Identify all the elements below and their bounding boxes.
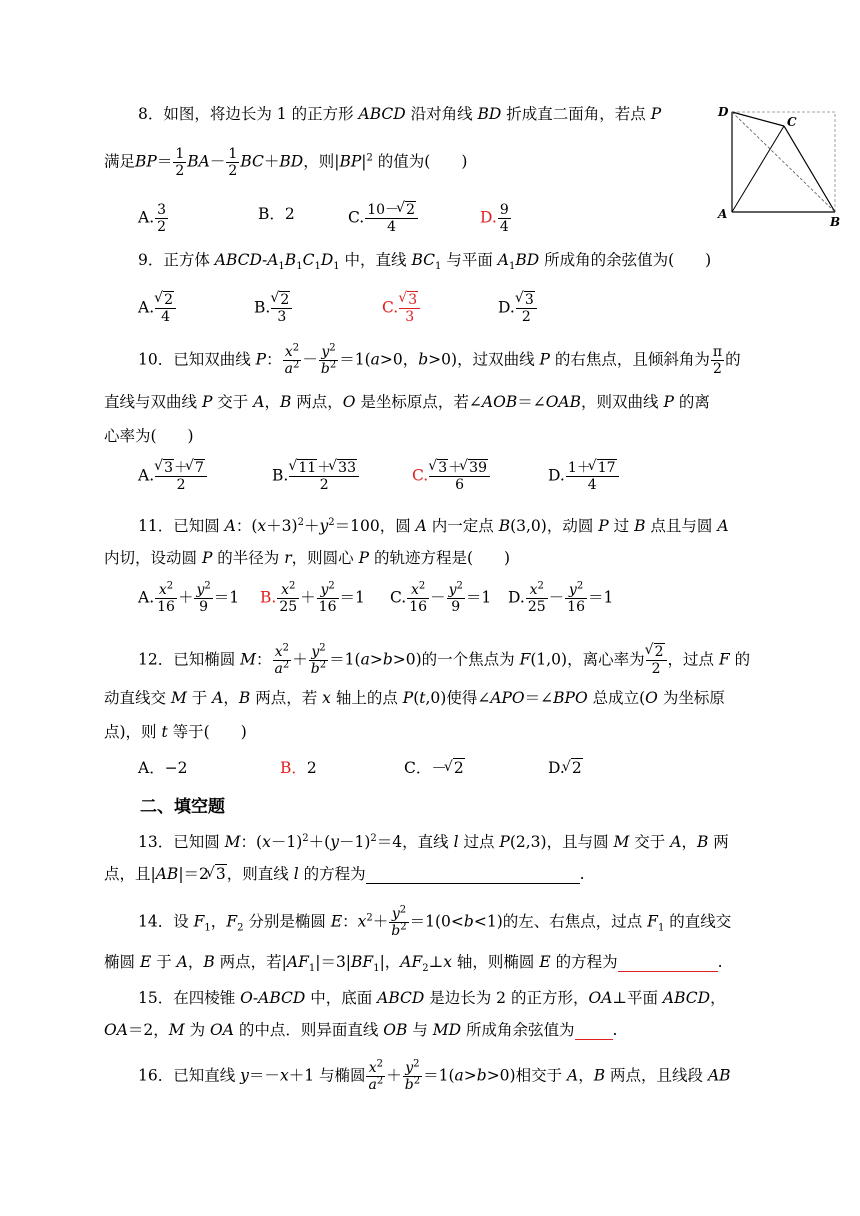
q14-answer-blank[interactable] (618, 953, 718, 972)
q8-option-a: A. $\frac{3}{2}$ (138, 202, 167, 235)
q13-line2: 点，且|AB|＝2√ 3，则直线 l 的方程为 . (104, 864, 585, 884)
q11-option-a: A. $\frac{x^2}{16}$ ＋ $\frac{y^2}{9}$ ＝1 (138, 580, 240, 615)
q15-line1: 15．在四棱锥 O-ABCD 中，底面 ABCD 是边长为 2 的正方形，OA⊥平面 ABCD， (138, 989, 726, 1007)
q11-option-c: C. $\frac{x^2}{16}$ － $\frac{y^2}{9}$ ＝1 (390, 580, 492, 615)
q12-line1: 12．已知椭圆 M： $\frac{x^2}{a^2}$ ＋ $\frac{y^2}{b^2}$ ＝1(a>b>0)的一个焦点为 F(1,0)，离心率为 √ $\frac{2}{2}$ ，过点 F 的 (138, 644, 750, 677)
q9-option-c: C. √ $\frac{3}{3}$ (382, 292, 421, 325)
q10-option-a: A. √ $\frac{3+√ 7}{2}$ (138, 460, 208, 493)
q12-option-d: D.√ 2 (548, 758, 583, 778)
q9-option-d: D. √ $\frac{3}{2}$ (498, 292, 538, 325)
q8-option-c: C. $\frac{10-√ 2}{4}$ (348, 202, 419, 235)
q15-line2: OA＝2，M 为 OA 的中点．则异面直线 OB 与 MD 所成角余弦值为 . (104, 1021, 618, 1039)
q8-option-b: B．2 (258, 205, 295, 223)
q13-answer-blank[interactable] (366, 865, 580, 884)
q11-line2: 内切，设动圆 P 的半径为 r，则圆心 P 的轨迹方程是( ) (104, 549, 511, 567)
q15-answer-blank[interactable] (575, 1021, 613, 1040)
q13-line1: 13．已知圆 M：$(x-1)^2+(y-1)^2=4$，直线 l 过点 P(2,3)，且与圆 M 交于 A，B 两 (138, 832, 729, 851)
q8-line2: 满足BP＝ $\frac{1}{2}$ BA－ $\frac{1}{2}$ BC＋BD，则$|BP|^2$ 的值为( ) (104, 146, 468, 179)
q10-line2: 直线与双曲线 P 交于 A，B 两点，O 是坐标原点，若∠AOB＝∠OAB，则双曲线 P 的离 (104, 393, 710, 411)
q12-option-b: B．2 (280, 759, 317, 777)
q10-option-b: B. √ $\frac{11+√ 33}{2}$ (272, 460, 360, 493)
q11-line1: 11．已知圆 A：$(x+3)^2+y^2=100$，圆 A 内一定点 B(3,0)，动圆 P 过 B 点且与圆 A (138, 516, 729, 535)
label-A: A (718, 207, 728, 221)
q12-line2: 动直线交 M 于 A，B 两点，若 x 轴上的点 P(t,0)使得∠APO＝∠BPO 总成立(O 为坐标原 (104, 689, 725, 707)
q11-option-d: D. $\frac{x^2}{25}$ － $\frac{y^2}{16}$ ＝1 (508, 580, 614, 615)
q8-line1: 8．如图，将边长为 1 的正方形 ABCD 沿对角线 BD 折成直二面角，若点 P (138, 105, 662, 123)
folded-square-figure (712, 104, 844, 234)
q8-option-d: D. $\frac{9}{4}$ (480, 202, 509, 235)
q12-option-c: C．－√ 2 (404, 758, 465, 778)
q12-line3: 点)，则 t 等于( ) (104, 723, 247, 741)
label-C: C (787, 115, 797, 129)
q10-option-c: C. √ $\frac{3+√ 39}{6}$ (412, 460, 491, 493)
q11-option-b: B. $\frac{x^2}{25}$ ＋ $\frac{y^2}{16}$ ＝1 (260, 580, 365, 615)
q12-option-a: A．−2 (138, 759, 188, 777)
label-D: D (718, 105, 729, 119)
q10-line1: 10．已知双曲线 P： $\frac{x^2}{a^2}$ － $\frac{y^2}{b^2}$ ＝1(a>0，b>0)，过双曲线 P 的右焦点，且倾斜角为 $\frac{\pi}{2}$ 的 (138, 342, 741, 377)
q16-line1: 16．已知直线 y＝－x＋1 与椭圆 $\frac{x^2}{a^2}$ ＋ $\frac{y^2}{b^2}$ ＝1(a>b>0)相交于 A，B 两点，且线段 AB (138, 1058, 731, 1093)
q9-option-b: B. √ $\frac{2}{3}$ (254, 292, 293, 325)
q10-line3: 心率为( ) (104, 427, 194, 445)
q9-option-a: A. √ $\frac{2}{4}$ (138, 292, 177, 325)
q9-stem: 9．正方体 ABCD-$A_1B_1C_1D_1$ 中，直线 $BC_1$ 与平面 $A_1BD$ 所成角的余弦值为( ) (138, 251, 712, 273)
q14-line1: 14．设 $F_1$，$F_2$ 分别是椭圆 E：$x^2+$ $\frac{y^2}{b^2}$ ＝1(0<b<1)的左、右焦点，过点 $F_1$ 的直线交 (138, 904, 732, 939)
section-fill-in-blanks: 二、填空题 (140, 797, 225, 817)
q10-option-d: D. $\frac{1+√ 17}{4}$ (548, 460, 620, 493)
q14-line2: 椭圆 E 于 A，B 两点，若$|AF_1|=3|BF_1|$，$AF_2\perp x$ 轴，则椭圆 E 的方程为 . (104, 953, 723, 975)
label-B: B (830, 215, 841, 229)
